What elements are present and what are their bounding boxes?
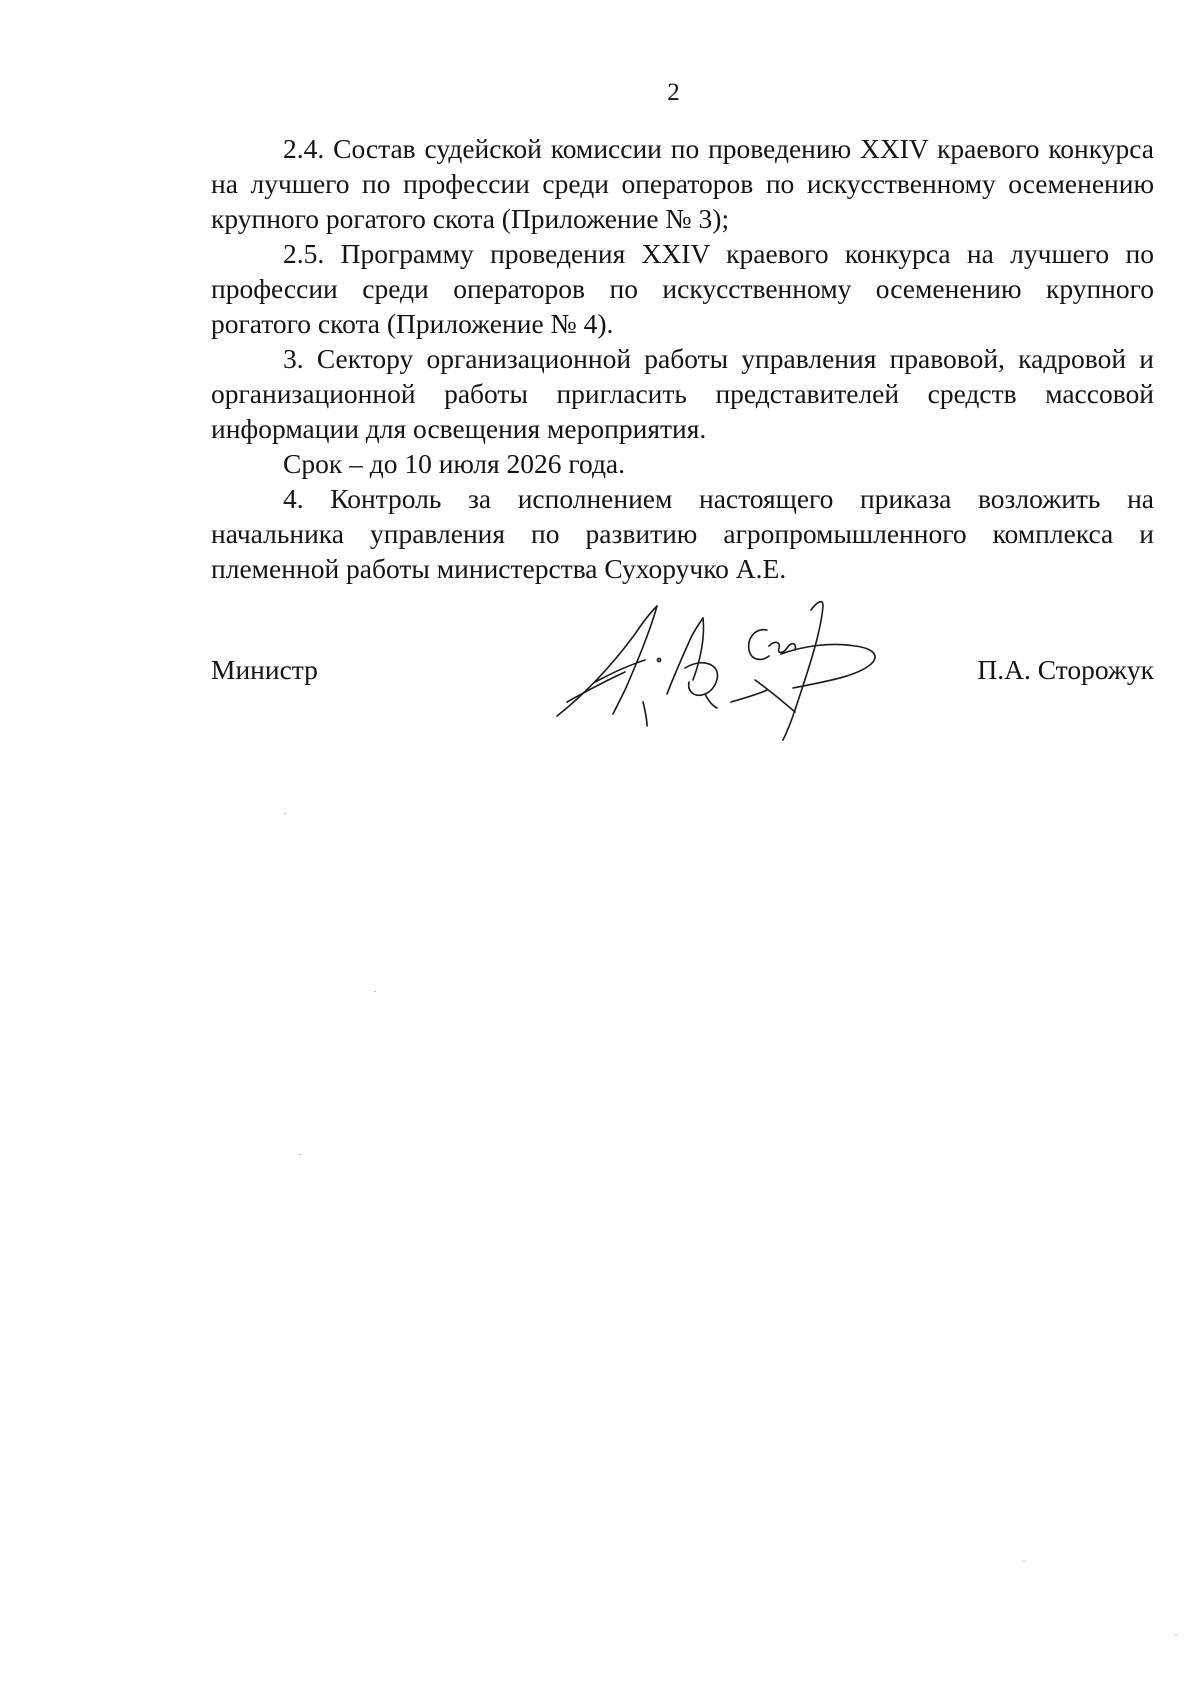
scan-speck	[374, 991, 376, 992]
scan-speck	[1023, 1561, 1025, 1562]
paragraph-2-4: 2.4. Состав судейской комиссии по проведению XXIV краевого конкурса на лучшего по профессии среди операторов по искусственному осеменению крупного рогатого скота (Приложение № 3);	[211, 133, 1154, 234]
deadline-line: Срок – до 10 июля 2026 года.	[283, 448, 626, 479]
paragraph-2-5: 2.5. Программу проведения XXIV краевого конкурса на лучшего по профессии среди операторов по искусственному осеменению крупного рогатого скота (Приложение № 4).	[211, 238, 1154, 339]
handwritten-signature	[555, 598, 907, 743]
paragraph-3: 3. Сектору организационной работы управления правовой, кадровой и организационной работы пригласить представителей средств массовой информации для освещения мероприятия.	[211, 343, 1154, 444]
scan-speck	[284, 813, 286, 814]
document-body	[211, 131, 1154, 586]
signatory-name: П.А. Сторожук	[977, 654, 1154, 685]
scan-speck	[299, 1154, 301, 1155]
signatory-title: Министр	[211, 654, 318, 685]
page-number: 2	[667, 79, 680, 106]
paragraph-4: 4. Контроль за исполнением настоящего приказа возложить на начальника управления по развитию агропромышленного комплекса и племенной работы министерства Сухоручко А.Е.	[211, 483, 1154, 584]
scan-speck	[1175, 1635, 1177, 1636]
